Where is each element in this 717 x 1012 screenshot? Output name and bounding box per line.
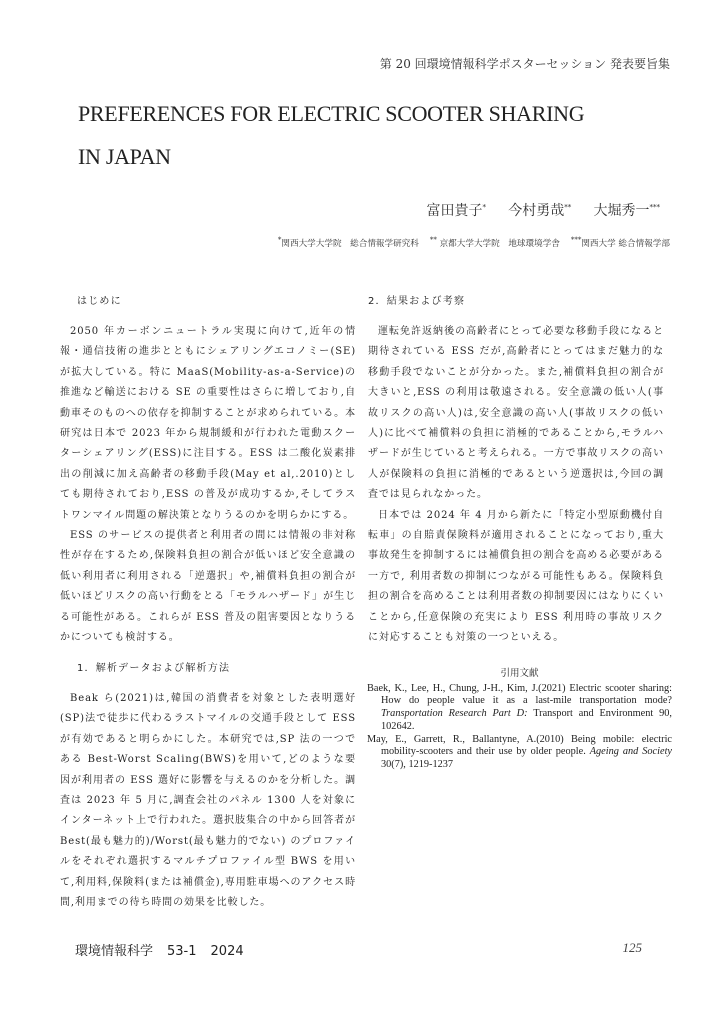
reference-text: Transport and Environment 90, 102642. <box>381 708 673 732</box>
paragraph: 日本では 2024 年 4 月から新たに「特定小型原動機付自転車」の自賠責保険料が適用されることになっており,重大事故発生を抑制するには補償負担の割合を高める必要がある一方で, 利用者数の抑制につながる可能性もある。保険料負担の割合を高めることは利用者数の抑制要因にはなりにくいことから,任意保険の充実により ESS 利用時の事故リスクに対応することも対策の一つといえる。 <box>368 509 664 644</box>
section-body-intro <box>60 322 356 649</box>
paper-title <box>78 92 584 178</box>
reference-text: May, E., Garrett, R., Ballantyne, A.(2010) Being mobile: electric mobility-scooters and their use by older people. <box>367 733 672 758</box>
affiliation-mark: *** <box>570 236 582 244</box>
references-heading: 引用文献 <box>500 668 539 679</box>
footer-journal: 環境情報科学 <box>75 944 154 959</box>
author-mark: ** <box>564 203 572 212</box>
reference-text: 30(7), 1219-1237 <box>381 758 454 770</box>
section-heading-intro: はじめに <box>77 296 122 307</box>
affiliation: 関西大学 総合情報学部 <box>581 238 670 249</box>
footer-year: 2024 <box>210 944 244 959</box>
author-mark: *** <box>649 203 660 212</box>
author-name: 富田貴子 <box>426 203 483 219</box>
section-body-methods <box>60 689 356 913</box>
reference-item <box>367 734 672 772</box>
affiliation: 京都大学大学院 地球環境学舎 <box>439 238 560 249</box>
affiliation-mark: * <box>277 236 282 244</box>
author-mark: * <box>482 203 486 212</box>
reference-item <box>367 683 672 734</box>
paragraph: 2050 年カーボンニュートラル実現に向けて,近年の情報・通信技術の進歩とともにシェアリングエコノミー(SE)が拡大している。特に MaaS(Mobility-as-a-Service)の推進など輸送における SE の重要性はさらに増しており,自動車そのものへの依存を抑制することが求められている。本研究は日本で 2023 年から規制緩和が行われた電動スクーターシェアリング(ESS)に注目する。ESS は二酸化炭素排出の削減に加え高齢者の移動手段(May et al,.2010)としても期待されており,ESS の普及が成功するか,そしてラストワンマイル問題の解決策となりうるのかを明らかにする。 <box>60 326 356 521</box>
page-number: 125 <box>622 940 642 955</box>
author-name: 大堀秀一 <box>593 203 650 219</box>
section-heading-results: 2．結果および考察 <box>368 296 466 307</box>
footer-journal-info <box>75 940 258 959</box>
title-line-1: PREFERENCES FOR ELECTRIC SCOOTER SHARING <box>78 101 585 126</box>
paragraph: 運転免許返納後の高齢者にとって必要な移動手段になると期待されている ESS だが,高齢者にとってはまだ魅力的な移動手段でないことが分かった。また,補償料負担の割合が大きいと,ESS の利用は敬遠される。安全意識の低い人(事故リスクの高い人)は,安全意識の高い人(事故リスクの低い人)に比べて補償料の負担に消極的であることから,モラルハザードが生じていると考えられる。一方で事故リスクの高い人が保険料の負担に消極的であるという逆選択は,今回の調査では見られなかった。 <box>368 326 664 501</box>
affiliations <box>190 236 670 249</box>
running-head: 第 20 回環境情報科学ポスターセッション 発表要旨集 <box>379 57 670 71</box>
author-name: 今村勇哉 <box>508 203 565 219</box>
reference-journal: Transportation Research Part D: <box>381 708 528 720</box>
reference-journal: Ageing and Society <box>589 746 672 758</box>
section-heading-methods: 1．解析データおよび解析方法 <box>77 663 231 674</box>
author-list <box>360 200 660 220</box>
affiliation-mark: ** <box>429 236 437 244</box>
footer-volume: 53-1 <box>167 944 197 959</box>
affiliation: 関西大学大学院 総合情報学研究科 <box>281 238 419 249</box>
title-line-2: IN JAPAN <box>78 144 171 169</box>
references <box>367 668 672 772</box>
paragraph: ESS のサービスの提供者と利用者の間には情報の非対称性が存在するため,保険料負担の割合が低いほど安全意識の低い利用者に利用される「逆選択」や,補償料負担の割合が低いほどリスクの高い行動をとる「モラルハザード」が生じる可能性がある。これらが ESS 普及の阻害要因となりうるかについても検討する。 <box>60 530 356 644</box>
reference-text: Baek, K., Lee, H., Chung, J-H., Kim, J.(2021) Electric scooter sharing: How do people value it as a last-mile transportation mode? <box>367 682 672 707</box>
section-body-results <box>368 322 664 649</box>
paragraph: Beak ら(2021)は,韓国の消費者を対象とした表明選好(SP)法で徒歩に代わるラストマイルの交通手段として ESS が有効であると明らかにした。本研究では,SP 法の一つである Best-Worst Scaling(BWS)を用いて,どのような要因が利用者の ESS 選好に影響を与えるのかを分析した。調査は 2023 年 5 月に,調査会社のパネル 1300 人を対象にインターネット上で行われた。選択肢集合の中から回答者が Best(最も魅力的)/Worst(最も魅力的でない) のプロファイルをそれぞれ選択するマルチプロファイル型 BWS を用いて,利用料,保険料(または補償金),専用駐車場へのアクセス時間,利用までの待ち時間の効果を比較した。 <box>60 693 356 909</box>
